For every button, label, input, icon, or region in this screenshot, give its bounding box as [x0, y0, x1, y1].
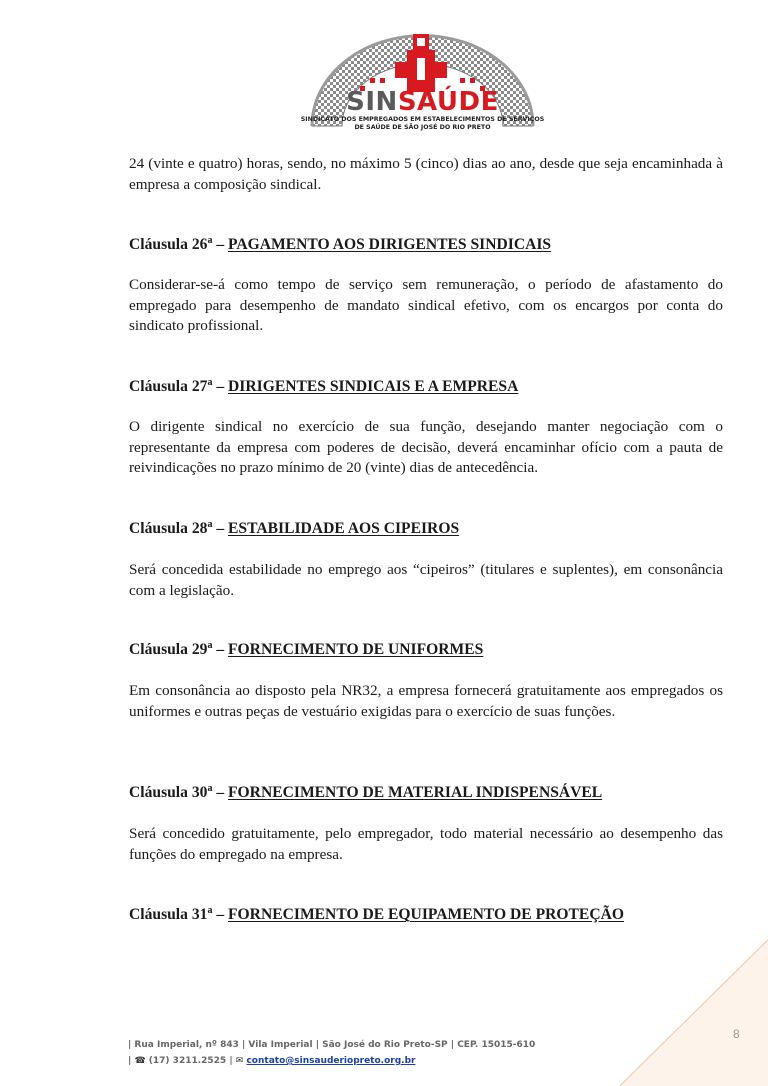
- clause-28-text: Será concedida estabilidade no emprego aos “cipeiros” (titulares e suplentes), em consonância com a legislação.: [129, 561, 723, 599]
- brand-tagline-1: SINDICATO DOS EMPREGADOS EM ESTABELECIMENTOS DE SERVIÇOS: [300, 116, 545, 123]
- clause-27-heading: Cláusula 27$^a$ – DIRIGENTES SINDICAIS E A EMPRESA: [129, 376, 519, 395]
- footer-email-link[interactable]: contato@sinsauderiopreto.org.br: [246, 1056, 416, 1066]
- clause-26-heading: Cláusula 26$^a$ – PAGAMENTO AOS DIRIGENTES SINDICAIS: [129, 234, 552, 253]
- footer-phone: (17) 3211.2525: [148, 1056, 227, 1066]
- clause-27-title: DIRIGENTES SINDICAIS E A EMPRESA: [228, 378, 519, 395]
- clause-31-title: FORNECIMENTO DE EQUIPAMENTO DE PROTEÇÃO: [228, 906, 624, 923]
- intro-paragraph: 24 (vinte e quatro) horas, sendo, no máximo 5 (cinco) dias ao ano, desde que seja encaminhada à empresa a composição sindical.: [129, 155, 723, 193]
- corner-decoration: [600, 930, 768, 1086]
- footer-address: | Rua Imperial, nº 843 | Vila Imperial | São José do Rio Preto-SP | CEP. 15015-610: [128, 1040, 536, 1050]
- clause-30-text: Será concedido gratuitamente, pelo empregador, todo material necessário ao desempenho das funções do empregado na empresa.: [129, 825, 723, 863]
- clause-29-text: Em consonância ao disposto pela NR32, a empresa fornecerá gratuitamente aos empregados os uniformes e outras peças de vestuário exigidas para o exercício de suas funções.: [129, 682, 723, 720]
- clause-26-text: Considerar-se-á como tempo de serviço sem remuneração, o período de afastamento do empregado para desempenho de mandato sindical efetivo, com os encargos por conta do sindicato profissional.: [129, 276, 723, 335]
- clause-30-title: FORNECIMENTO DE MATERIAL INDISPENSÁVEL: [228, 784, 603, 801]
- footer: [128, 1037, 535, 1069]
- clause-30-heading: Cláusula 30$^a$ – FORNECIMENTO DE MATERIAL INDISPENSÁVEL: [129, 782, 603, 801]
- clause-28-title: ESTABILIDADE AOS CIPEIROS: [228, 520, 460, 537]
- clause-28-heading: Cláusula 28$^a$ – ESTABILIDADE AOS CIPEIROS: [129, 518, 460, 537]
- logo-text: [300, 88, 545, 132]
- clause-31-heading: Cláusula 31$^a$ – FORNECIMENTO DE EQUIPAMENTO DE PROTEÇÃO: [129, 904, 624, 923]
- phone-icon: ☎: [134, 1056, 146, 1066]
- page-number: 8: [733, 1027, 740, 1041]
- clause-29-title: FORNECIMENTO DE UNIFORMES: [228, 641, 484, 658]
- brand-tagline-2: DE SAÚDE DE SÃO JOSÉ DO RIO PRETO: [354, 124, 491, 131]
- clause-26-title: PAGAMENTO AOS DIRIGENTES SINDICAIS: [228, 236, 552, 253]
- clause-29-heading: Cláusula 29$^a$ – FORNECIMENTO DE UNIFORMES: [129, 639, 484, 658]
- clause-27-text: O dirigente sindical no exercício de sua função, desejando manter negociação com o representante da empresa com poderes de decisão, deverá encaminhar ofício com a pauta de reivindicações no prazo mínimo de 20 (vinte) dias de antecedência.: [129, 418, 723, 477]
- brand-name: SINSAÚDE: [346, 87, 499, 117]
- mail-icon: ✉: [235, 1056, 244, 1066]
- footer-contact: | ☎ (17) 3211.2525 | ✉ contato@sinsauderiopreto.org.br: [128, 1056, 416, 1066]
